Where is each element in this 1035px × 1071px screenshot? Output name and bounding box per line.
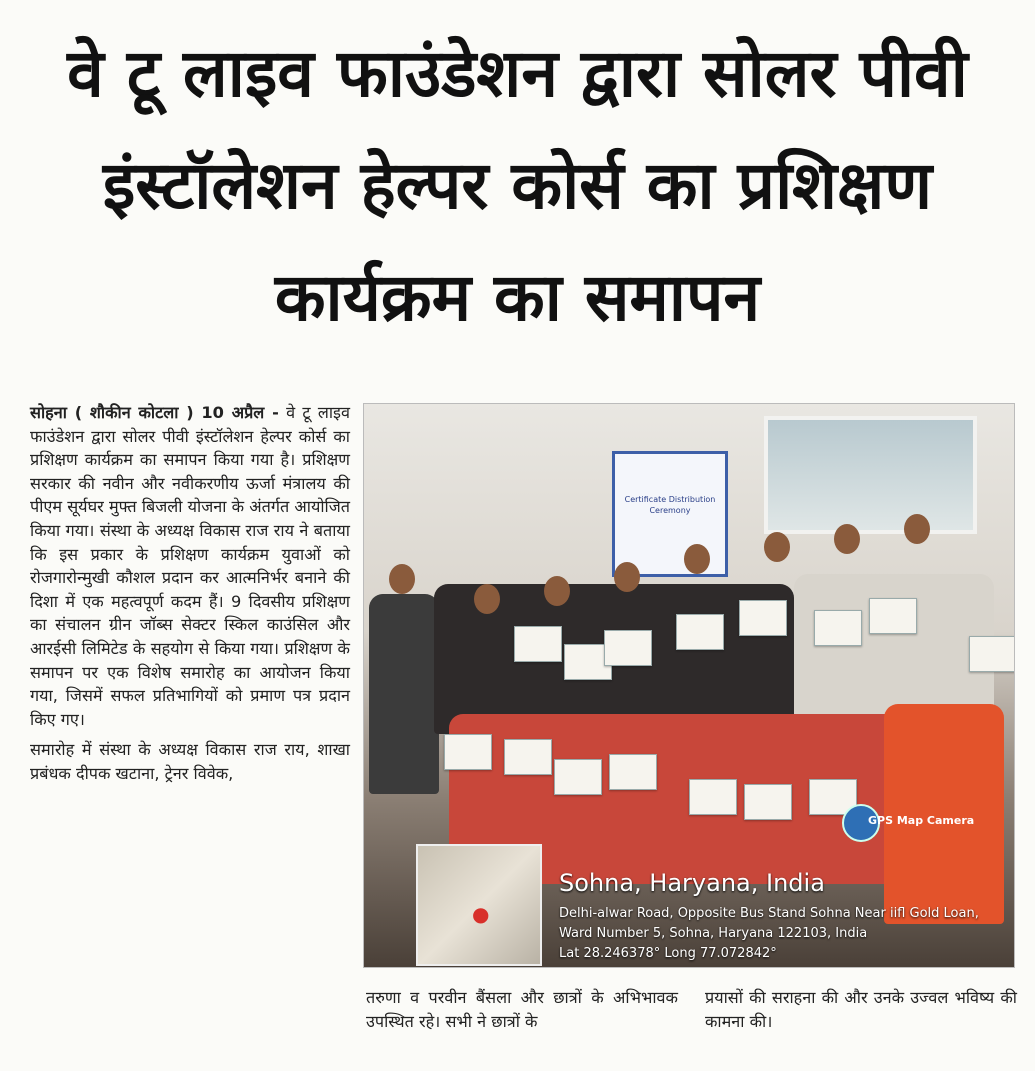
map-pin-icon: ● [472,902,490,926]
article-paragraph-2: समारोह में संस्था के अध्यक्ष विकास राज राय, शाखा प्रबंधक दीपक खटाना, ट्रेनर विवेक, [30,740,350,783]
person-head [904,514,930,544]
person [369,594,439,794]
gps-label: GPS Map Camera [868,814,975,827]
certificate [504,739,552,775]
person-head [614,562,640,592]
article-middle-column: तरुणा व परवीन बैंसला और छात्रों के अभिभावक उपस्थित रहे। सभी ने छात्रों के [366,988,678,1031]
location-map [416,844,542,966]
dateline: सोहना ( शौकीन कोटला ) 10 अप्रैल - [30,403,279,422]
headline-line-3: कार्यक्रम का समापन [274,259,761,336]
banner-text: Certificate Distribution Ceremony [624,495,716,515]
headline-line-1: वे टू लाइव फाउंडेशन द्वारा सोलर पीवी [67,35,968,112]
certificate [604,630,652,666]
window [764,416,977,534]
person-head [544,576,570,606]
certificate [609,754,657,790]
event-photo [363,403,1015,968]
person-head [834,524,860,554]
article-left-column [30,401,350,793]
certificate [814,610,862,646]
location-details [559,904,999,964]
location-coords: Lat 28.246378° Long 77.072842° [559,946,777,961]
person-head [684,544,710,574]
certificate [554,759,602,795]
certificate [514,626,562,662]
person-head [474,584,500,614]
certificate [689,779,737,815]
certificate [969,636,1015,672]
article-right-column: प्रयासों की सराहना की और उनके उज्वल भविष्य की कामना की। [705,988,1017,1031]
person-head [764,532,790,562]
headline [0,18,1035,354]
certificate [739,600,787,636]
article-body-1: वे टू लाइव फाउंडेशन द्वारा सोलर पीवी इंस्टॉलेशन हेल्पर कोर्स का प्रशिक्षण कार्यक्रम का समापन किया गया है। प्रशिक्षण सरकार की नवीन और नवीकरणीय ऊर्जा मंत्रालय की पीएम सूर्यघर मुफ्त बिजली योजना के अंतर्गत आयोजित किया गया। संस्था के अध्यक्ष विकास राज राय ने बताया कि इस प्रकार के प्रशिक्षण कार्यक्रम युवाओं को रोजगारोन्मुखी कौशल प्रदान कर आत्मनिर्भर बनाने की दिशा में एक महत्वपूर्ण कदम हैं। 9 दिवसीय प्रशिक्षण का संचालन ग्रीन जॉब्स सेक्टर स्किल काउंसिल और आरईसी लिमिटेड के सहयोग से किया गया। प्रशिक्षण के समापन पर एक विशेष समारोह का आयोजन किया गया, जिसमें सफल प्रतिभागियों को प्रमाण पत्र प्रदान किए गए। [30,403,350,729]
ceremony-banner [612,451,728,577]
headline-line-2: इंस्टॉलेशन हेल्पर कोर्स का प्रशिक्षण [102,147,933,224]
certificate [744,784,792,820]
location-title: Sohna, Haryana, India [559,869,825,897]
certificate [444,734,492,770]
location-address: Delhi-alwar Road, Opposite Bus Stand Sohna Near iifl Gold Loan, Ward Number 5, Sohna, Haryana 122103, India [559,906,979,941]
article-paragraph-1 [30,401,350,731]
person-head [389,564,415,594]
certificate [869,598,917,634]
certificate [676,614,724,650]
